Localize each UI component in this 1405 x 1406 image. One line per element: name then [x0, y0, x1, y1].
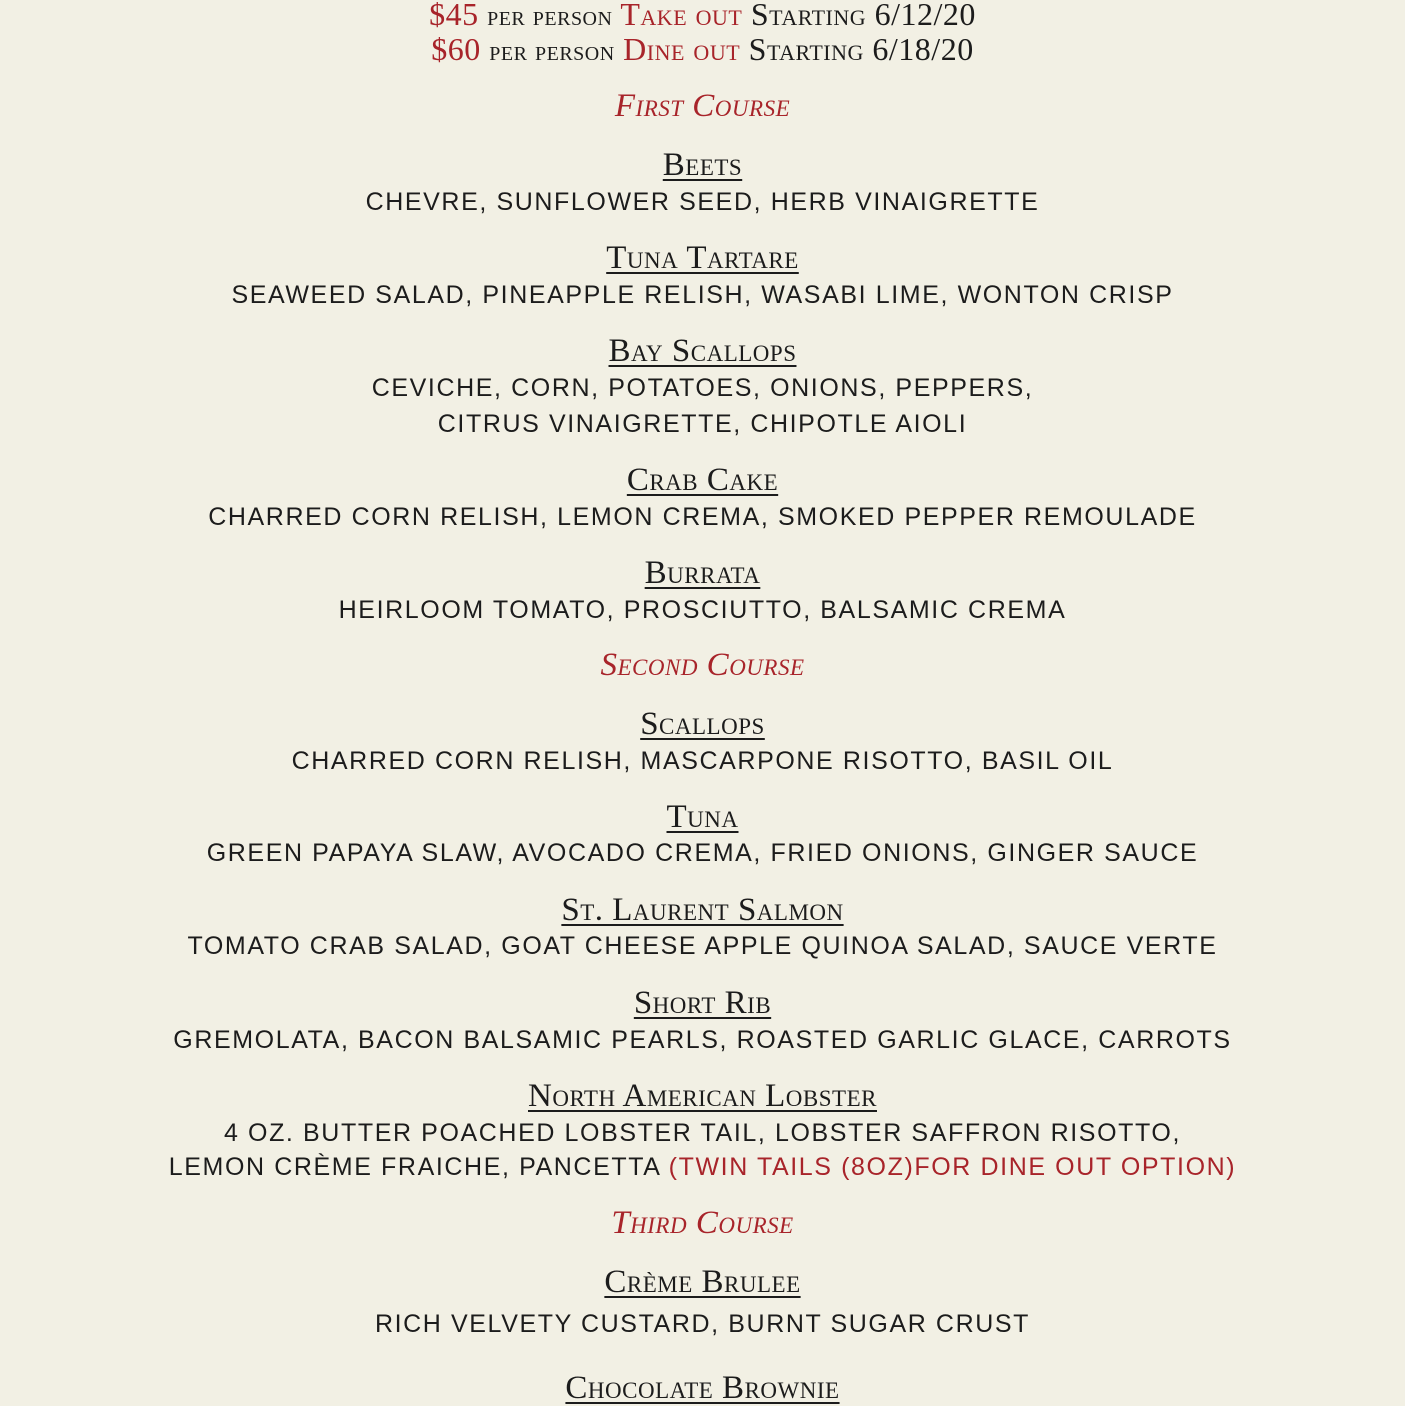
dish-desc-tuna-tartare: SEAWEED SALAD, PINEAPPLE RELISH, WASABI LIME, WONTON CRISP: [231, 281, 1174, 309]
takeout-price-line: [0, 0, 1405, 31]
dineout-price-line: [0, 33, 1405, 66]
dish-desc-lobster-line1: 4 OZ. BUTTER POACHED LOBSTER TAIL, LOBSTER SAFFRON RISOTTO,: [223, 1119, 1182, 1147]
dish-desc-crab-cake: CHARRED CORN RELISH, LEMON CREMA, SMOKED PEPPER REMOULADE: [208, 503, 1197, 531]
second-course-heading: Second Course: [600, 647, 805, 683]
dineout-unit: per person: [489, 36, 615, 67]
lobster-dine-out-note: (TWIN TAILS (8OZ)FOR DINE OUT OPTION): [668, 1153, 1237, 1181]
dish-name-beets: Beets: [662, 147, 743, 183]
dineout-price: $60: [431, 31, 481, 67]
dish-name-tuna-tartare: Tuna Tartare: [606, 240, 799, 276]
dineout-type: Dine out: [623, 31, 741, 67]
dish-desc-creme-brulee: RICH VELVETY CUSTARD, BURNT SUGAR CRUST: [374, 1310, 1031, 1338]
first-course-heading: First Course: [614, 88, 791, 124]
dish-desc-st-laurent-salmon: TOMATO CRAB SALAD, GOAT CHEESE APPLE QUINOA SALAD, SAUCE VERTE: [187, 932, 1218, 960]
dish-name-scallops: Scallops: [640, 706, 765, 742]
dish-name-bay-scallops: Bay Scallops: [608, 333, 797, 369]
dish-desc-tuna: GREEN PAPAYA SLAW, AVOCADO CREMA, FRIED ONIONS, GINGER SAUCE: [206, 839, 1199, 867]
dish-desc-short-rib: GREMOLATA, BACON BALSAMIC PEARLS, ROASTED GARLIC GLACE, CARROTS: [173, 1026, 1232, 1054]
dish-name-north-american-lobster: North American Lobster: [528, 1078, 877, 1114]
dish-name-chocolate-brownie: Chocolate Brownie: [565, 1370, 840, 1406]
dish-desc-burrata: HEIRLOOM TOMATO, PROSCIUTTO, BALSAMIC CREMA: [338, 596, 1067, 624]
dish-name-st-laurent-salmon: St. Laurent Salmon: [561, 892, 844, 928]
dish-desc-scallops: CHARRED CORN RELISH, MASCARPONE RISOTTO, BASIL OIL: [291, 747, 1114, 775]
dish-desc-lobster-line2: [0, 1155, 1405, 1180]
dish-desc-bay-scallops-line1: CEVICHE, CORN, POTATOES, ONIONS, PEPPERS,: [371, 374, 1034, 402]
lobster-desc-text: LEMON CRÈME FRAICHE, PANCETTA: [168, 1153, 661, 1181]
dish-desc-beets: CHEVRE, SUNFLOWER SEED, HERB VINAIGRETTE: [365, 188, 1040, 216]
dish-name-creme-brulee: Crème Brulee: [604, 1264, 801, 1300]
takeout-start-date: Starting 6/12/20: [750, 0, 976, 32]
third-course-heading: Third Course: [611, 1205, 794, 1241]
takeout-price: $45: [429, 0, 479, 32]
dineout-start-date: Starting 6/18/20: [748, 31, 974, 67]
dish-name-burrata: Burrata: [644, 555, 761, 591]
dish-name-short-rib: Short Rib: [633, 985, 772, 1021]
dish-name-tuna: Tuna: [666, 799, 739, 835]
takeout-unit: per person: [487, 1, 613, 32]
dish-name-crab-cake: Crab Cake: [626, 462, 779, 498]
dish-desc-bay-scallops-line2: CITRUS VINAIGRETTE, CHIPOTLE AIOLI: [437, 410, 968, 438]
takeout-type: Take out: [620, 0, 743, 32]
